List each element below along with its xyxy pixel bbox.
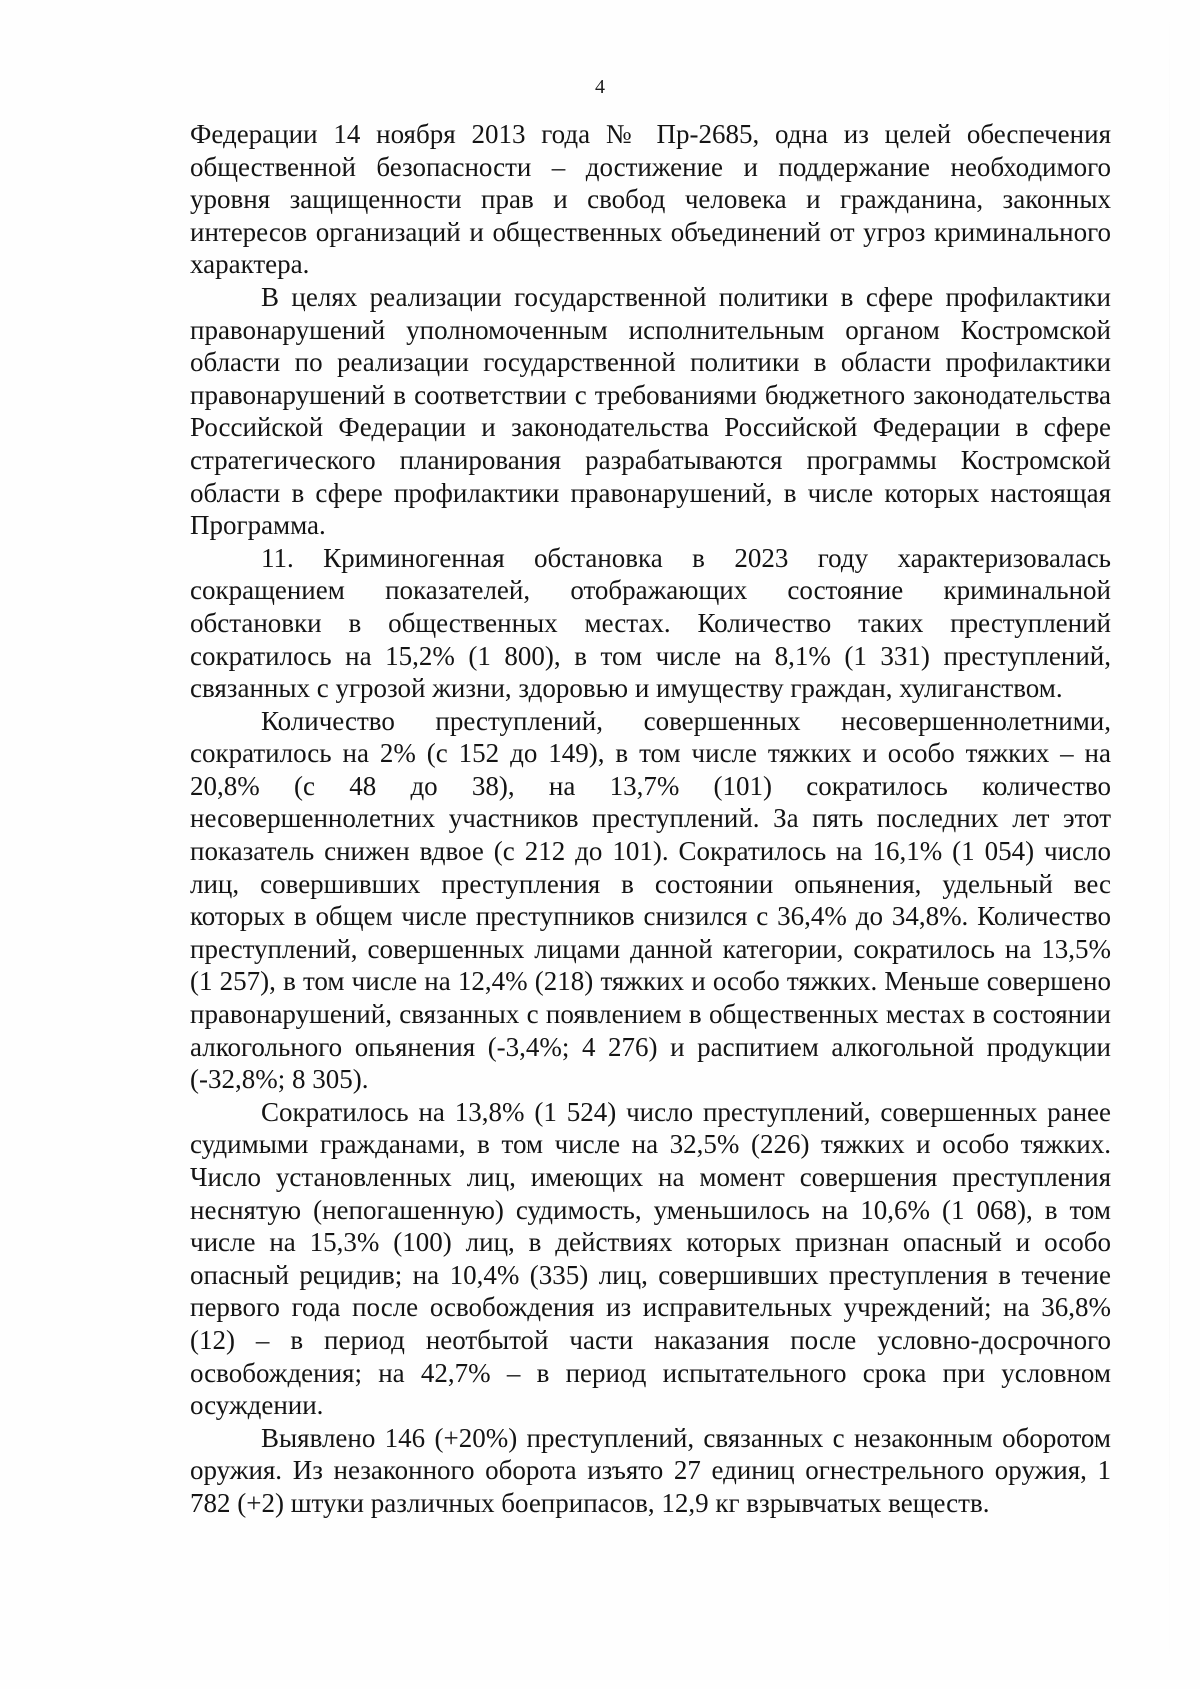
paragraph-federation-goal: Федерации 14 ноября 2013 года № Пр-2685, одна из целей обеспечения общественной безопасности – достижение и поддержание необходимого уровня защищенности прав и свобод человека и гражданина, законных интересов организаций и общественных объединений от угроз криминального характера. [190, 119, 1111, 280]
paragraph-state-policy: В целях реализации государственной политики в сфере профилактики правонарушений уполномоченным исполнительным органом Костромской области по реализации государственной политики в области профилактики правонарушений в соответствии с требованиями бюджетного законодательства Российской Федерации и законодательства Российской Федерации в сфере стратегического планирования разрабатываются программы Костромской области в сфере профилактики правонарушений, в числе которых настоящая Программа. [190, 281, 1111, 541]
scan-edge-shadow [1169, 0, 1170, 1689]
paragraph-juvenile-crimes: Количество преступлений, совершенных несовершеннолетними, сократилось на 2% (с 152 до 149), в том числе тяжких и особо тяжких – на 20,8% (с 48 до 38), на 13,7% (101) сократилось количество несовершеннолетних участников преступлений. За пять последних лет этот показатель снижен вдвое (с 212 до 101). Сократилось на 16,1% (1 054) число лиц, совершивших преступления в состоянии опьянения, удельный вес которых в общем числе преступников снизился с 36,4% до 34,8%. Количество преступлений, совершенных лицами данной категории, сократилось на 13,5% (1 257), в том числе на 12,4% (218) тяжких и особо тяжких. Меньше совершено правонарушений, связанных с появлением в общественных местах в состоянии алкогольного опьянения (-3,4%; 4 276) и распитием алкогольной продукции (-32,8%; 8 305). [190, 705, 1111, 1095]
document-body [190, 118, 1111, 1520]
page-number: 4 [595, 76, 605, 98]
paragraph-illegal-weapons: Выявлено 146 (+20%) преступлений, связанных с незаконным оборотом оружия. Из незаконного оборота изъято 27 единиц огнестрельного оружия, 1 782 (+2) штуки различных боеприпасов, 12,9 кг взрывчатых веществ. [190, 1422, 1111, 1518]
paragraph-crime-situation-2023: 11. Криминогенная обстановка в 2023 году характеризовалась сокращением показателей, отображающих состояние криминальной обстановки в общественных местах. Количество таких преступлений сократилось на 15,2% (1 800), в том числе на 8,1% (1 331) преступлений, связанных с угрозой жизни, здоровью и имуществу граждан, хулиганством. [190, 542, 1111, 704]
paragraph-repeat-offenders: Сократилось на 13,8% (1 524) число преступлений, совершенных ранее судимыми гражданами, в том числе на 32,5% (226) тяжких и особо тяжких. Число установленных лиц, имеющих на момент совершения преступления неснятую (непогашенную) судимость, уменьшилось на 10,6% (1 068), в том числе на 15,3% (100) лиц, в действиях которых признан опасный и особо опасный рецидив; на 10,4% (335) лиц, совершивших преступления в течение первого года после освобождения из исправительных учреждений; на 36,8% (12) – в период неотбытой части наказания после условно-досрочного освобождения; на 42,7% – в период испытательного срока при условном осуждении. [190, 1096, 1111, 1421]
